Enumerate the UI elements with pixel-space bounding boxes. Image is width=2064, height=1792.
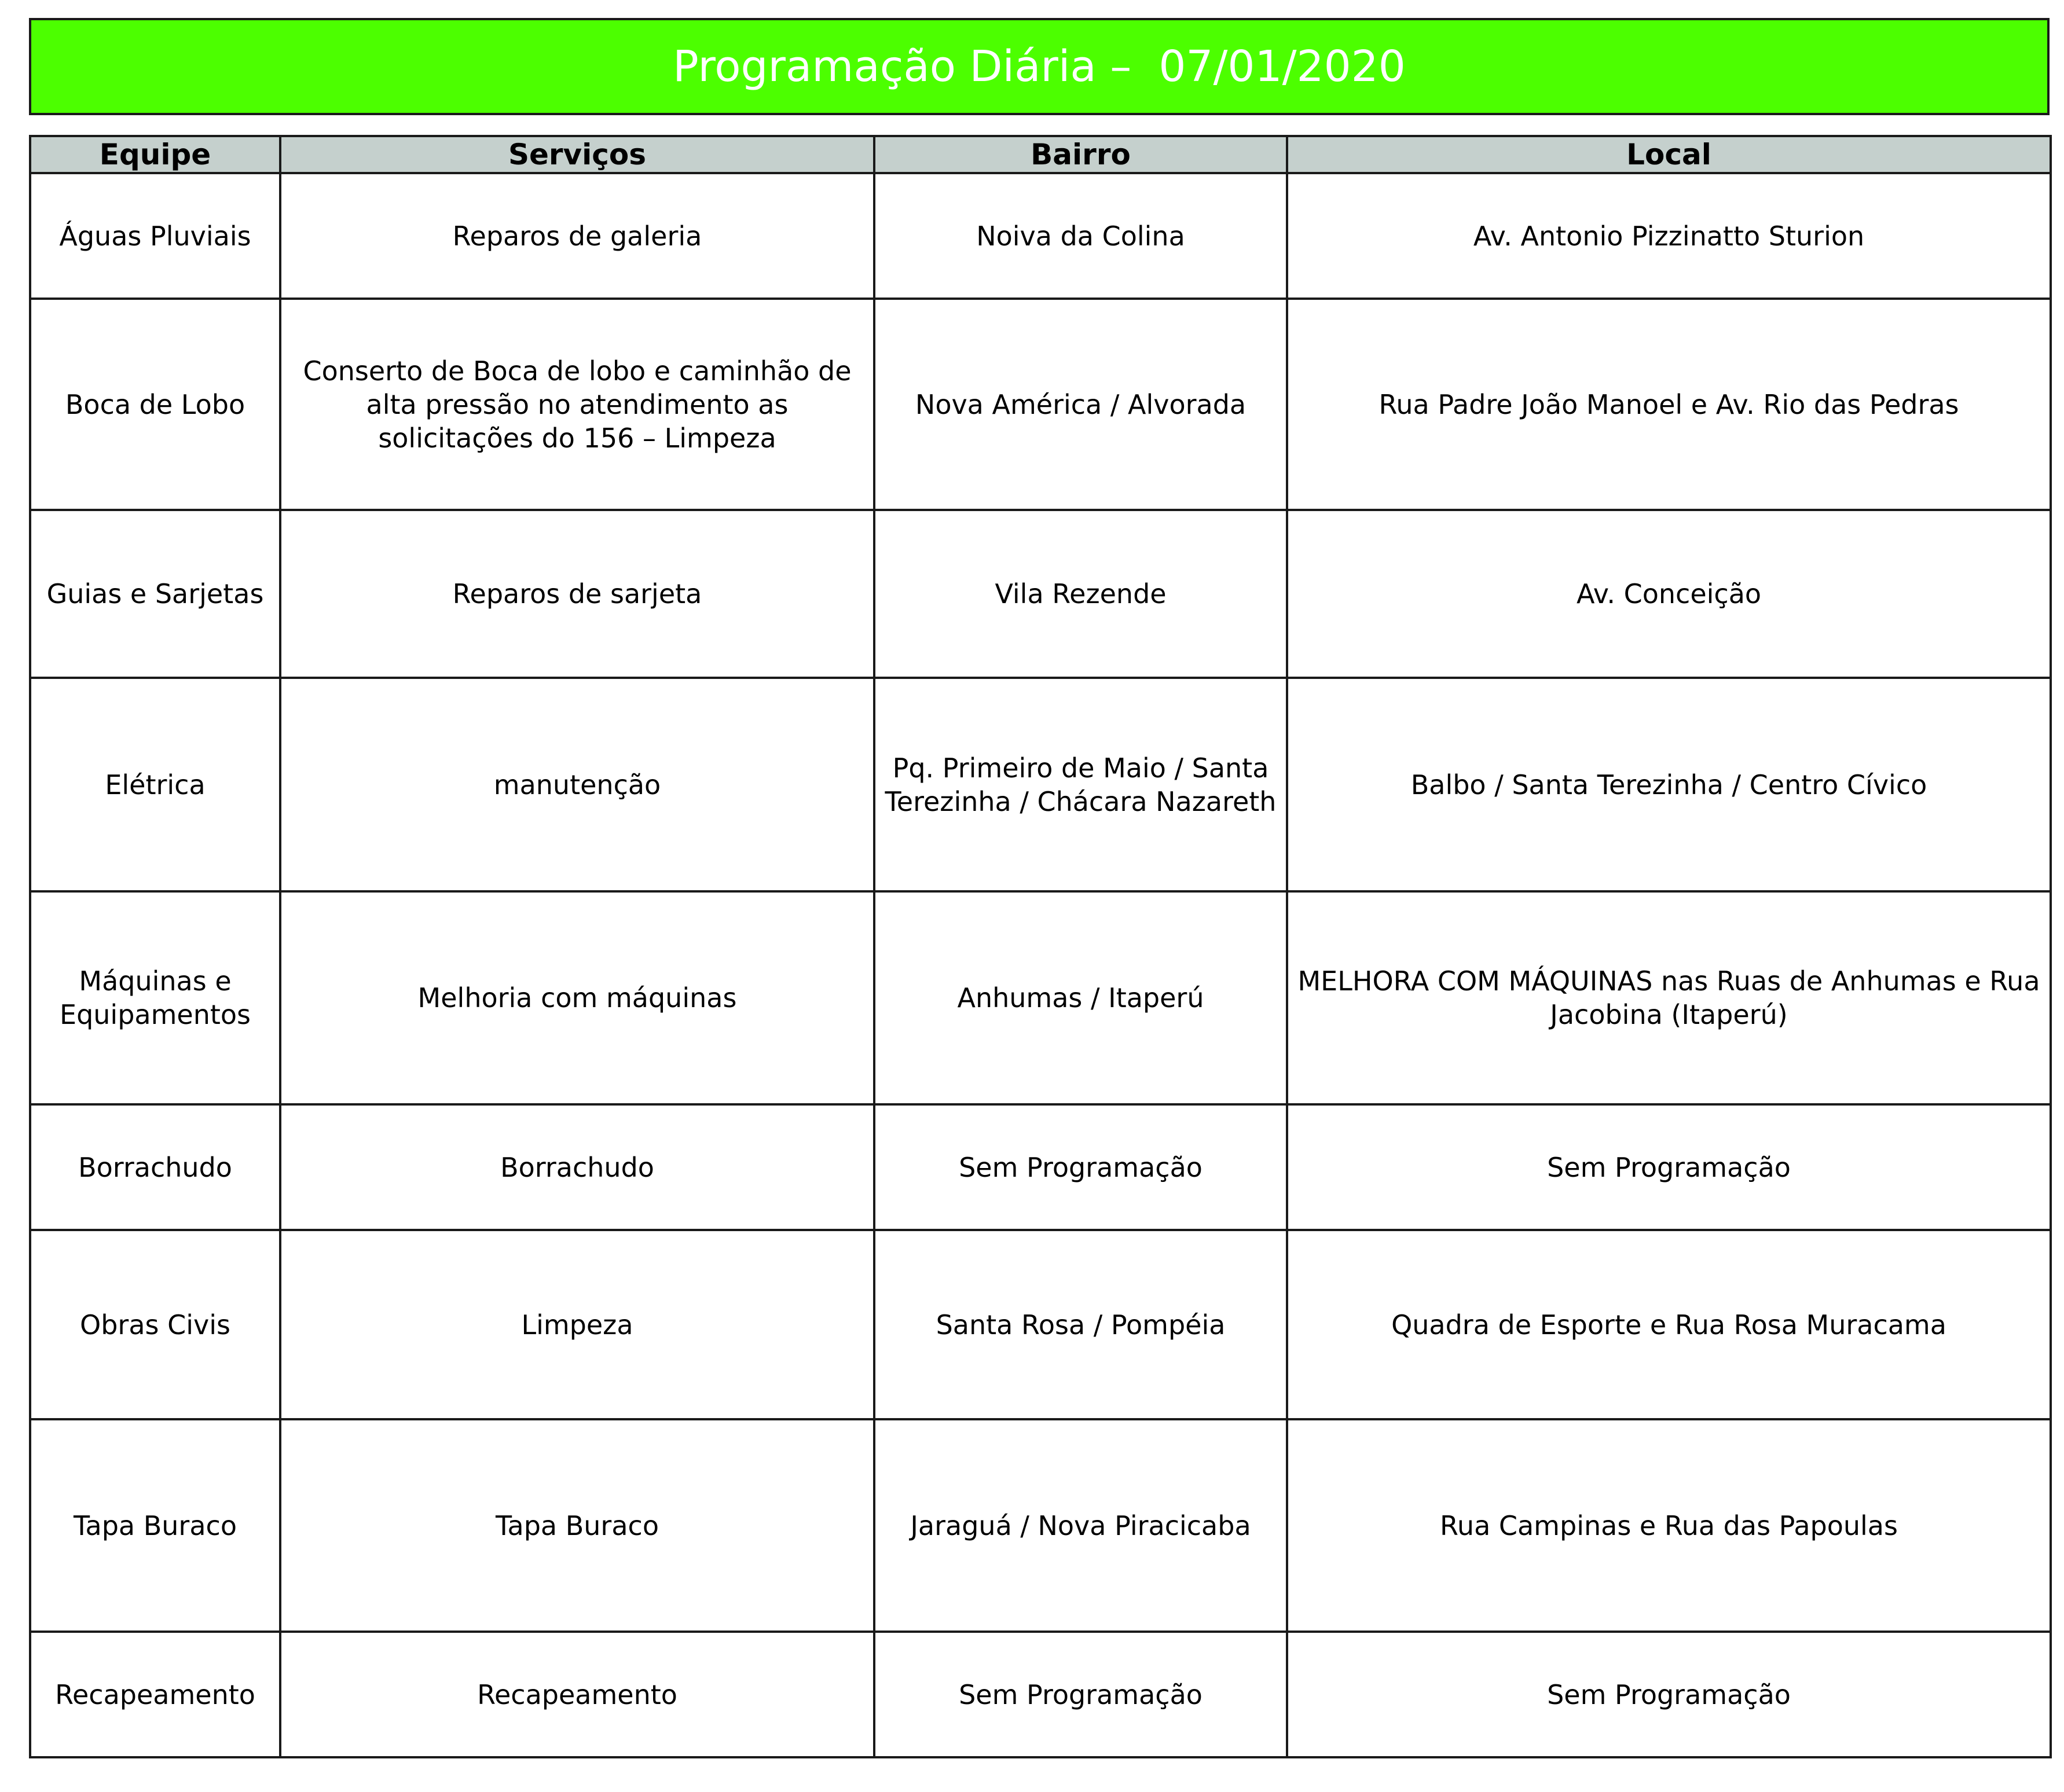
cell-bairro: Santa Rosa / Pompéia [874,1230,1287,1419]
cell-bairro: Sem Programação [874,1104,1287,1230]
header-row [30,136,2051,173]
table-row [30,1632,2051,1757]
cell-local: Av. Conceição [1287,510,2051,678]
cell-local: Balbo / Santa Terezinha / Centro Cívico [1287,678,2051,891]
title-banner [29,18,2050,115]
cell-equipe: Elétrica [30,678,280,891]
table-row [30,1419,2051,1632]
cell-servicos: Reparos de sarjeta [280,510,874,678]
table-row [30,891,2051,1104]
schedule-table [29,135,2052,1758]
cell-equipe: Obras Civis [30,1230,280,1419]
cell-local: Sem Programação [1287,1632,2051,1757]
header-bairro: Bairro [874,136,1287,173]
cell-servicos: Melhoria com máquinas [280,891,874,1104]
cell-servicos: Conserto de Boca de lobo e caminhão de alta pressão no atendimento as solicitações do 156 – Limpeza [280,299,874,510]
cell-equipe: Boca de Lobo [30,299,280,510]
cell-servicos: Recapeamento [280,1632,874,1757]
cell-bairro: Pq. Primeiro de Maio / Santa Terezinha / Chácara Nazareth [874,678,1287,891]
cell-bairro: Anhumas / Itaperú [874,891,1287,1104]
cell-bairro: Nova América / Alvorada [874,299,1287,510]
cell-equipe: Tapa Buraco [30,1419,280,1632]
cell-servicos: Limpeza [280,1230,874,1419]
cell-equipe: Borrachudo [30,1104,280,1230]
cell-local: Av. Antonio Pizzinatto Sturion [1287,173,2051,299]
cell-equipe: Guias e Sarjetas [30,510,280,678]
table-row [30,173,2051,299]
cell-bairro: Vila Rezende [874,510,1287,678]
table-row [30,678,2051,891]
header-equipe: Equipe [30,136,280,173]
cell-bairro: Jaraguá / Nova Piracicaba [874,1419,1287,1632]
cell-local: Sem Programação [1287,1104,2051,1230]
cell-local: Rua Padre João Manoel e Av. Rio das Pedras [1287,299,2051,510]
table-row [30,510,2051,678]
table-row [30,1230,2051,1419]
header-local: Local [1287,136,2051,173]
cell-servicos: Borrachudo [280,1104,874,1230]
cell-servicos: Tapa Buraco [280,1419,874,1632]
cell-equipe: Máquinas e Equipamentos [30,891,280,1104]
page-title: Programação Diária – 07/01/2020 [673,42,1406,91]
cell-equipe: Águas Pluviais [30,173,280,299]
cell-local: MELHORA COM MÁQUINAS nas Ruas de Anhumas e Rua Jacobina (Itaperú) [1287,891,2051,1104]
cell-equipe: Recapeamento [30,1632,280,1757]
header-servicos: Serviços [280,136,874,173]
cell-local: Quadra de Esporte e Rua Rosa Muracama [1287,1230,2051,1419]
table-row [30,1104,2051,1230]
cell-bairro: Noiva da Colina [874,173,1287,299]
table-row [30,299,2051,510]
cell-local: Rua Campinas e Rua das Papoulas [1287,1419,2051,1632]
cell-bairro: Sem Programação [874,1632,1287,1757]
cell-servicos: manutenção [280,678,874,891]
cell-servicos: Reparos de galeria [280,173,874,299]
